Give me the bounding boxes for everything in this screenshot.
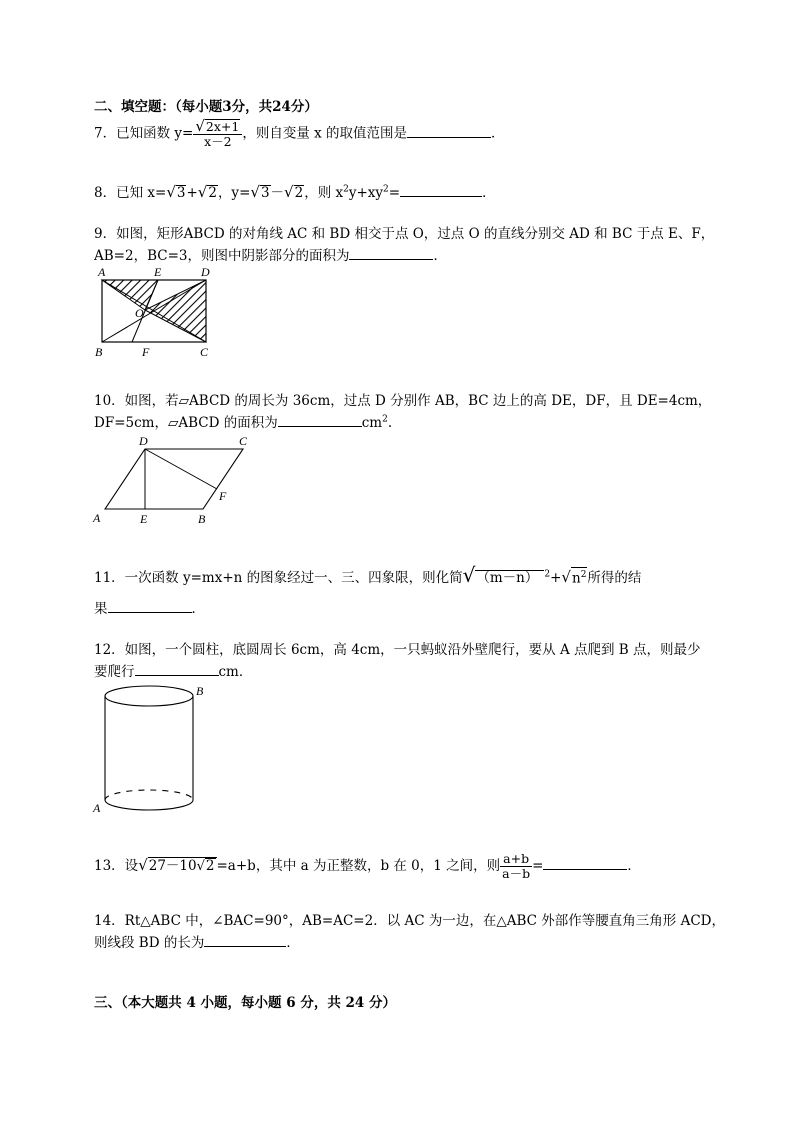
q8-text-2: +	[186, 185, 198, 201]
q7-prefix: 7．已知函数 y=	[94, 125, 194, 142]
q8-text-1: 8．已知 x=	[94, 185, 167, 201]
question-11-line-2	[94, 597, 205, 617]
q13-end: ．	[627, 858, 641, 874]
q10-answer-blank[interactable]	[278, 413, 362, 427]
q7-numerator: 2x+1	[205, 119, 240, 134]
q12-unit: cm．	[218, 664, 253, 680]
label-b: B	[198, 512, 206, 526]
q13-radical: 27－10√2	[148, 858, 215, 874]
question-14-line-2	[94, 931, 300, 951]
q13-numerator: a+b	[500, 852, 532, 867]
q11-text-2: +	[550, 570, 562, 586]
q11-radical-2	[571, 567, 587, 586]
q8-answer-blank[interactable]	[400, 183, 482, 197]
question-9-line-1: 9．如图，矩形ABCD 的对角线 AC 和 BD 相交于点 O，过点 O 的直线分别交 AD 和 BC 于点 E、F，	[94, 226, 715, 242]
q8-sup-2: 2	[383, 184, 389, 195]
q10-unit: cm	[361, 415, 383, 431]
label-c: C	[200, 345, 209, 359]
question-13: 13．设√27－10√2 =a+b，其中 a 为正整数，b 在 0，1 之间，则 $\frac{a+b}{a-b}$ = ．	[94, 851, 641, 881]
q13-fraction	[500, 852, 532, 881]
question-10-line-1: 10．如图，若▱ABCD 的周长为 36cm，过点 D 分别作 AB，BC 边上的高 DE，DF，且 DE=4cm，	[94, 393, 712, 409]
q8-radicand-3: 3	[260, 185, 270, 201]
cylinder-bottom-front	[105, 800, 193, 810]
label-f: F	[219, 489, 227, 503]
q11-text-4: 果	[94, 601, 108, 617]
question-9-line-2	[94, 244, 447, 264]
label-b: B	[95, 345, 103, 359]
q9-text: AB=2，BC=3，则图中阴影部分的面积为	[94, 248, 350, 264]
q8-radicand-1: 3	[176, 185, 186, 201]
q14-end: ．	[286, 935, 300, 951]
cylinder-top	[105, 686, 193, 706]
q13-text-1: 13．设	[94, 858, 139, 874]
question-7	[94, 119, 505, 149]
question-12-line-1: 12．如图，一个圆柱，底圆周长 6cm，高 4cm，一只蚂蚁沿外壁爬行，要从 A 点爬到 B 点，则最少	[94, 642, 701, 658]
q11-radicand-2: n	[571, 570, 581, 586]
label-a: A	[93, 801, 101, 815]
label-e: E	[154, 265, 162, 279]
q8-text-7: =	[388, 185, 401, 201]
question-12-line-2	[94, 660, 252, 680]
label-b: B	[196, 684, 204, 698]
q10-unit-sup: 2	[382, 414, 388, 425]
q13-radicand-b: 2	[205, 858, 215, 874]
q12-answer-blank[interactable]	[135, 662, 219, 676]
q8-radicand-4: 2	[294, 185, 304, 201]
q13-text-2: =a+b，其中 a 为正整数，b 在 0，1 之间，则	[216, 858, 501, 874]
q8-radicand-2: 2	[208, 185, 217, 201]
q8-end: ．	[482, 185, 496, 201]
label-d: D	[139, 434, 148, 448]
q12-text: 要爬行	[94, 664, 135, 680]
q7-end: ．	[491, 125, 505, 142]
rectangle-figure	[90, 262, 220, 362]
label-e: E	[140, 512, 148, 526]
section-3-title: 三、（本大题共 4 小题，每小题 6 分，共 24 分）	[94, 995, 397, 1011]
q9-end: ．	[433, 248, 447, 264]
cylinder-figure	[90, 678, 220, 818]
q9-answer-blank[interactable]	[349, 246, 433, 260]
q11-radical-1	[475, 570, 544, 585]
label-c: C	[239, 434, 248, 448]
q8-text-4: －	[270, 185, 285, 201]
q7-denominator: x－2	[204, 134, 232, 149]
q11-sup-2: 2	[580, 569, 587, 580]
q11-end: ．	[191, 601, 205, 617]
q8-text-3: ，y=	[217, 185, 251, 201]
q14-text: 则线段 BD 的长为	[94, 935, 205, 951]
parallelogram-figure	[90, 432, 260, 528]
q8-sup-1: 2	[343, 184, 349, 195]
label-a: A	[93, 511, 101, 525]
q11-text-3: 所得的结	[587, 570, 642, 586]
q7-answer-blank[interactable]	[407, 124, 491, 138]
q10-end: .	[387, 415, 393, 431]
cylinder-bottom-back	[105, 790, 193, 800]
q8-text-5: ，则 x	[304, 185, 344, 201]
label-d: D	[201, 265, 210, 279]
q8-text-6: y+xy	[348, 185, 384, 201]
q13-text-3: =	[532, 858, 544, 874]
label-o: O	[135, 306, 144, 320]
question-14-line-1: 14．Rt△ABC 中，∠BAC=90°，AB=AC=2．以 AC 为一边，在△ABC 外部作等腰直角三角形 ACD，	[94, 913, 725, 929]
q11-text-1: 11．一次函数 y=mx+n 的图象经过一、三、四象限，则化简	[94, 570, 463, 586]
height-df	[145, 449, 217, 489]
q10-text: DF=5cm，▱ABCD 的面积为	[94, 415, 278, 431]
q13-answer-blank[interactable]	[543, 856, 627, 870]
label-a: A	[98, 265, 106, 279]
question-8: 8．已知 x=√3+√2，y=√3－√2，则 $x^2y+xy^2=$ ．	[94, 183, 496, 201]
q13-radicand-a: 27－10	[148, 858, 197, 874]
q11-sup-1: 2	[544, 569, 551, 580]
q7-suffix: ，则自变量 x 的取值范围是	[242, 125, 408, 142]
question-11-line-1: 11．一次函数 y=mx+n 的图象经过一、三、四象限，则化简√（m－n） $^2+√n^2$所得的结	[94, 563, 642, 587]
q11-radicand-1: （m－n）	[476, 570, 539, 586]
q14-answer-blank[interactable]	[204, 933, 286, 947]
label-f: F	[142, 345, 150, 359]
question-10-line-2	[94, 411, 392, 431]
q11-answer-blank[interactable]	[108, 599, 192, 613]
q13-denominator: a－b	[502, 866, 531, 881]
q7-fraction: $\frac{√2x+1}{x-2}$	[193, 119, 242, 149]
section-2-title: 二、填空题：（每小题3分，共24分）	[94, 99, 318, 115]
